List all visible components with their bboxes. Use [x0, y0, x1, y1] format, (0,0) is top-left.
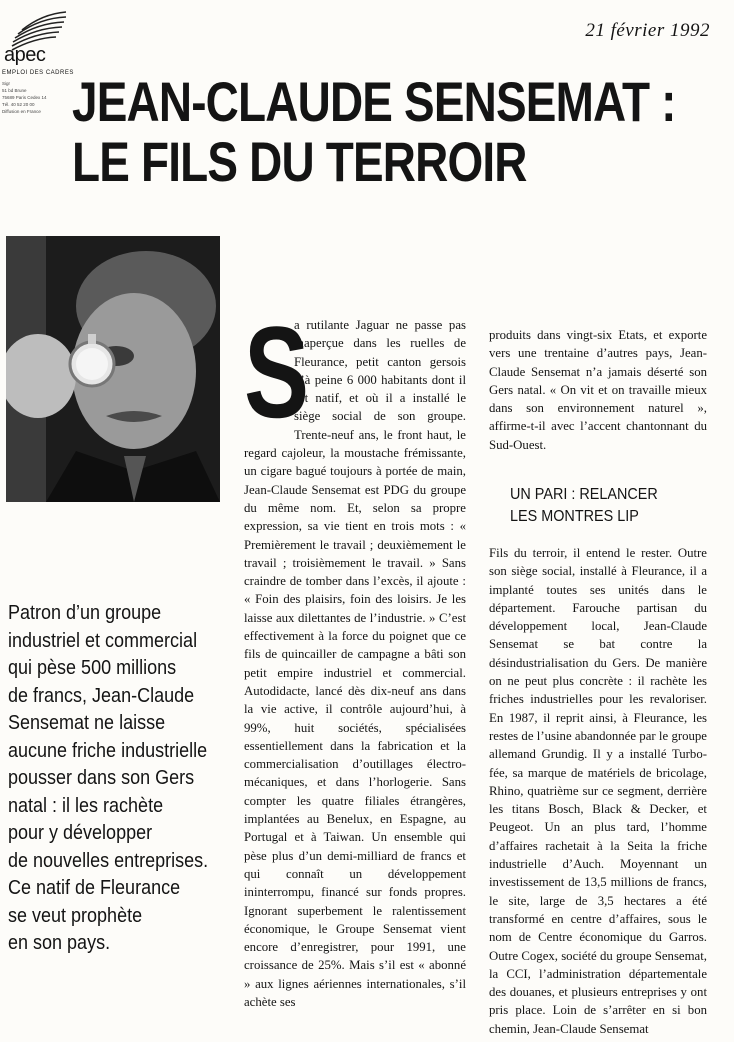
article-column-3: Fils du terroir, il entend le rester. Outre son siège social, installé à Fleurance, il a implanté toutes ses unités dans le département. Farouche partisan du développement local, Jean-Claude Sensemat se bat contre la désindustrialisation du Gers. De manière on ne peut plus concrète : il rachète les friches industrielles pour les revaloriser. En 1987, il reprit ainsi, à Fleurance, les restes de l’usine abandonnée par le groupe allemand Grundig. Il y a installé Turbo-fée, sa marque de matériels de bricolage, Rhino, quatrième sur ce segment, derrière les titans Bosch, Black & Decker, et Peugeot. Un an plus tard, l’homme d’affaires rachetait à la Seita la friche industrielle d’Auch. Moyennant un investissement de 13,5 millions de francs, le site, large de 3,5 hectares a été transformé en centre d’affaires, sous le nom de Centre économique du Garros. Outre Cogex, société du groupe Sensemat, la CCI, l’administration départementale des douanes, et plusieurs entreprises y ont pris place. Loin de s’arrêter en si bon chemin, Jean-Claude Sensemat	[489, 546, 707, 1036]
logo-address-line: 75689 Paris Cedex 14	[2, 95, 47, 100]
logo-address-line: Tél. 40 52 20 00	[2, 102, 35, 107]
article-title-line: LE FILS DU TERROIR	[72, 130, 527, 193]
lead-line: Sensemat ne laisse	[8, 712, 166, 734]
lead-line: en son pays.	[8, 932, 111, 954]
article-title-line: JEAN-CLAUDE SENSEMAT :	[72, 70, 676, 133]
lead-line: industriel et commercial	[8, 629, 198, 652]
subheading-line: UN PARI : RELANCER	[510, 486, 658, 503]
article-lead	[8, 600, 209, 958]
logo-address	[2, 80, 66, 115]
logo-subtitle: EMPLOI DES CADRES	[2, 70, 74, 76]
article-column-1	[244, 299, 466, 1011]
lead-line: de nouvelles entreprises.	[8, 849, 209, 872]
article-title	[72, 70, 676, 193]
lead-line: natal : il les rachète	[8, 794, 164, 817]
lead-line: de francs, Jean-Claude	[8, 684, 195, 707]
logo-address-line: Sigr	[2, 81, 11, 86]
portrait-photo	[6, 236, 220, 502]
subheading-line: LES MONTRES LIP	[510, 508, 639, 525]
logo-address-line: Diffusion en France	[2, 109, 41, 114]
drop-cap: S	[244, 299, 310, 445]
publication-date: 21 février 1992	[585, 20, 710, 41]
logo-name: apec	[4, 44, 46, 66]
article-column-1-text: a rutilante Jaguar ne passe pas inaperçue dans les ruelles de Fleurance, petit canton gersois d’à peine 6 000 habitants dont il est natif, et où il a installé le siège social de son groupe. Trente-neuf ans, le front haut, le regard cajoleur, la moustache frémissante, un cigare bagué toujours à portée de main, Jean-Claude Sensemat est PDG du groupe du même nom. Et, selon sa propre expression, sa vie tient en trois mots : « Premièrement le travail ; deuxièmement le travail ; troisièmement le travail. » Sans craindre de tomber dans l’excès, il ajoute : « Foin des plaisirs, foin des loisirs. Je les laisse aux dilettantes de l’industrie. » C’est effectivement à la force du poignet que ce fils de quincailler de campagne a bâti son petit empire industriel et commercial. Autodidacte, lancé dès dix-neuf ans dans la vie active, il contrôle aujourd’hui, à 99%, huit sociétés, spécialisées essentiellement dans la fabrication et la commercialisation d’outillages électro-mécaniques, et dans l’horlogerie. Sans compter les quatre filiales étrangères, implantées au Benelux, en Espagne, au Portugal et à Taiwan. Un ensemble qui pèse plus d’un demi-milliard de francs et qui connaît un développement ininterrompu, financé sur fonds propres. Ignorant superbement le ralentissement économique, le Groupe Sensemat vient encore d’enregistrer, pour 1991, une croissance de 25%. Mais s’il est « abonné » aux lignes aériennes internationales, s’il achète ses	[244, 318, 466, 1009]
article-column-2: produits dans vingt-six Etats, et exporte vers une trentaine d’autres pays, Jean-Claude Sensemat n’a jamais déserté son Gers natal. « On vit et on travaille mieux dans son environnement naturel », affirme-t-il avec l’accent chantonnant du Sud-Ouest.	[489, 328, 707, 452]
lead-line: Patron d’un groupe	[8, 602, 162, 624]
lead-line: pour y développer	[8, 822, 153, 844]
lead-line: pousser dans son Gers	[8, 767, 195, 789]
article-subheading	[510, 484, 690, 528]
lead-line: qui pèse 500 millions	[8, 657, 177, 679]
lead-line: se veut prophète	[8, 904, 143, 927]
lead-line: Ce natif de Fleurance	[8, 877, 181, 899]
logo-address-line: 51 bd Brune	[2, 88, 27, 93]
lead-line: aucune friche industrielle	[8, 739, 208, 762]
